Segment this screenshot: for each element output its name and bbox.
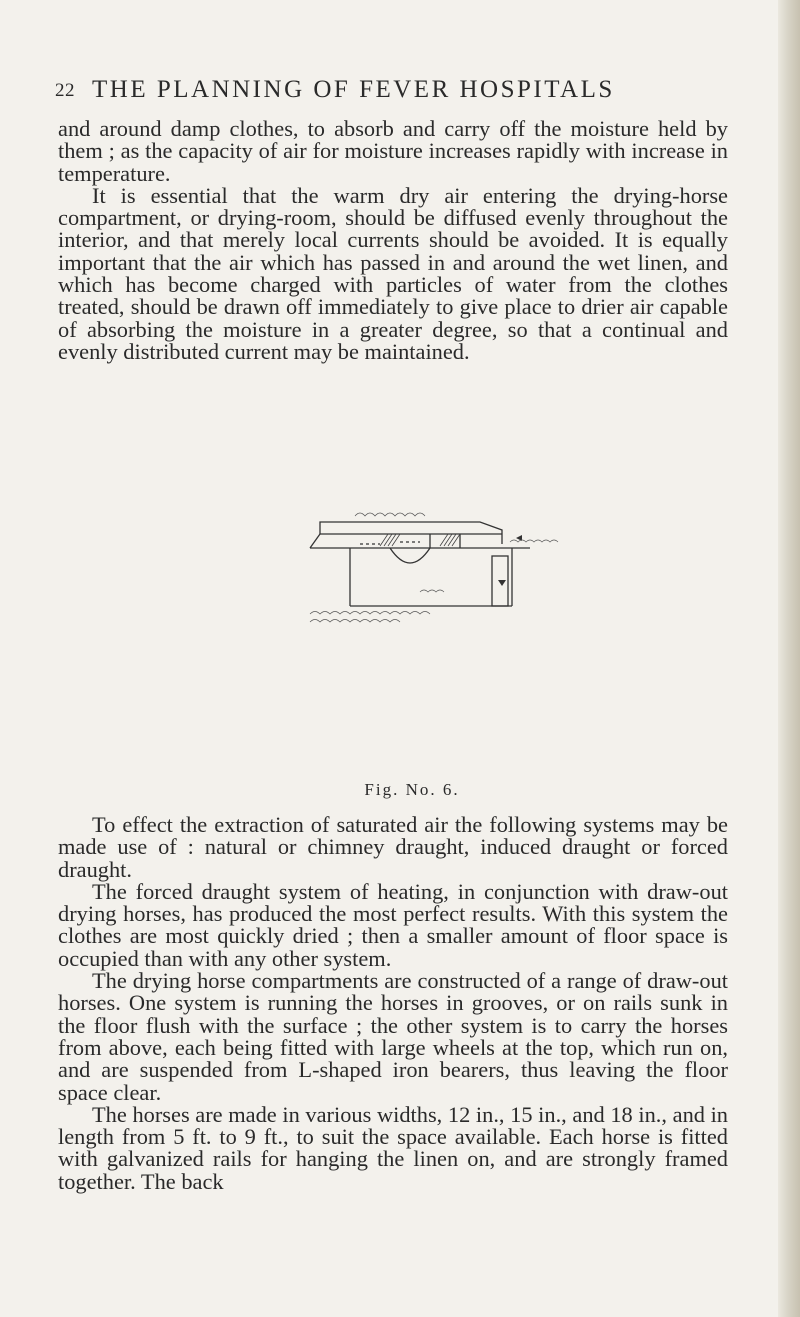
paragraph: To effect the extraction of saturated air the following systems may be made use of : natural or chimney draught, induced draught or forced draught. [58,812,728,882]
running-title: THE PLANNING OF FEVER HOSPITALS [92,76,615,103]
running-head [0,76,800,106]
page-number: 22 [55,80,75,101]
diagram-hatching [380,534,460,546]
body-text-top [58,118,728,363]
paragraph: It is essential that the warm dry air entering the drying-horse compartment, or drying-room, should be diffused evenly throughout the interior, and that merely local currents should be avoided. It is equally important that the air which has passed in and around the wet linen, and which has become charged with particles of water from the clothes treated, should be drawn off immediately to give place to drier air capable of absorbing the moisture in a greater degree, so that a continual and evenly distributed current may be maintained. [58,182,728,364]
paragraph: and around damp clothes, to absorb and carry off the moisture held by them ; as the capacity of air for moisture increases rapidly with increase in temperature. [58,116,728,186]
drying-room-diagram [280,486,580,626]
figure-caption-text: Fig. No. 6. [364,780,460,799]
page-edge-shadow [778,0,800,1317]
paragraph: The forced draught system of heating, in conjunction with draw-out drying horses, has produced the most perfect results. With this system the clothes are most quickly dried ; then a smaller amount of floor space is occupied than with any other system. [58,878,728,971]
diagram-lines [310,522,530,606]
body-text-bottom [58,814,728,1193]
paragraph: The horses are made in various widths, 12 in., 15 in., and 18 in., and in length from 5 ft. to 9 ft., to suit the space available. Each horse is fitted with galvanized rails for hanging the linen on, and are strongly framed together. The back [58,1101,728,1194]
paragraph: The drying horse compartments are constructed of a range of draw-out horses. One system is running the horses in grooves, or on rails sunk in the floor flush with the surface ; the other system is to carry the horses from above, each being fitted with large wheels at the top, which run on, and are suspended from L-shaped iron bearers, thus leaving the floor space clear. [58,968,728,1105]
figure-caption [0,780,800,800]
